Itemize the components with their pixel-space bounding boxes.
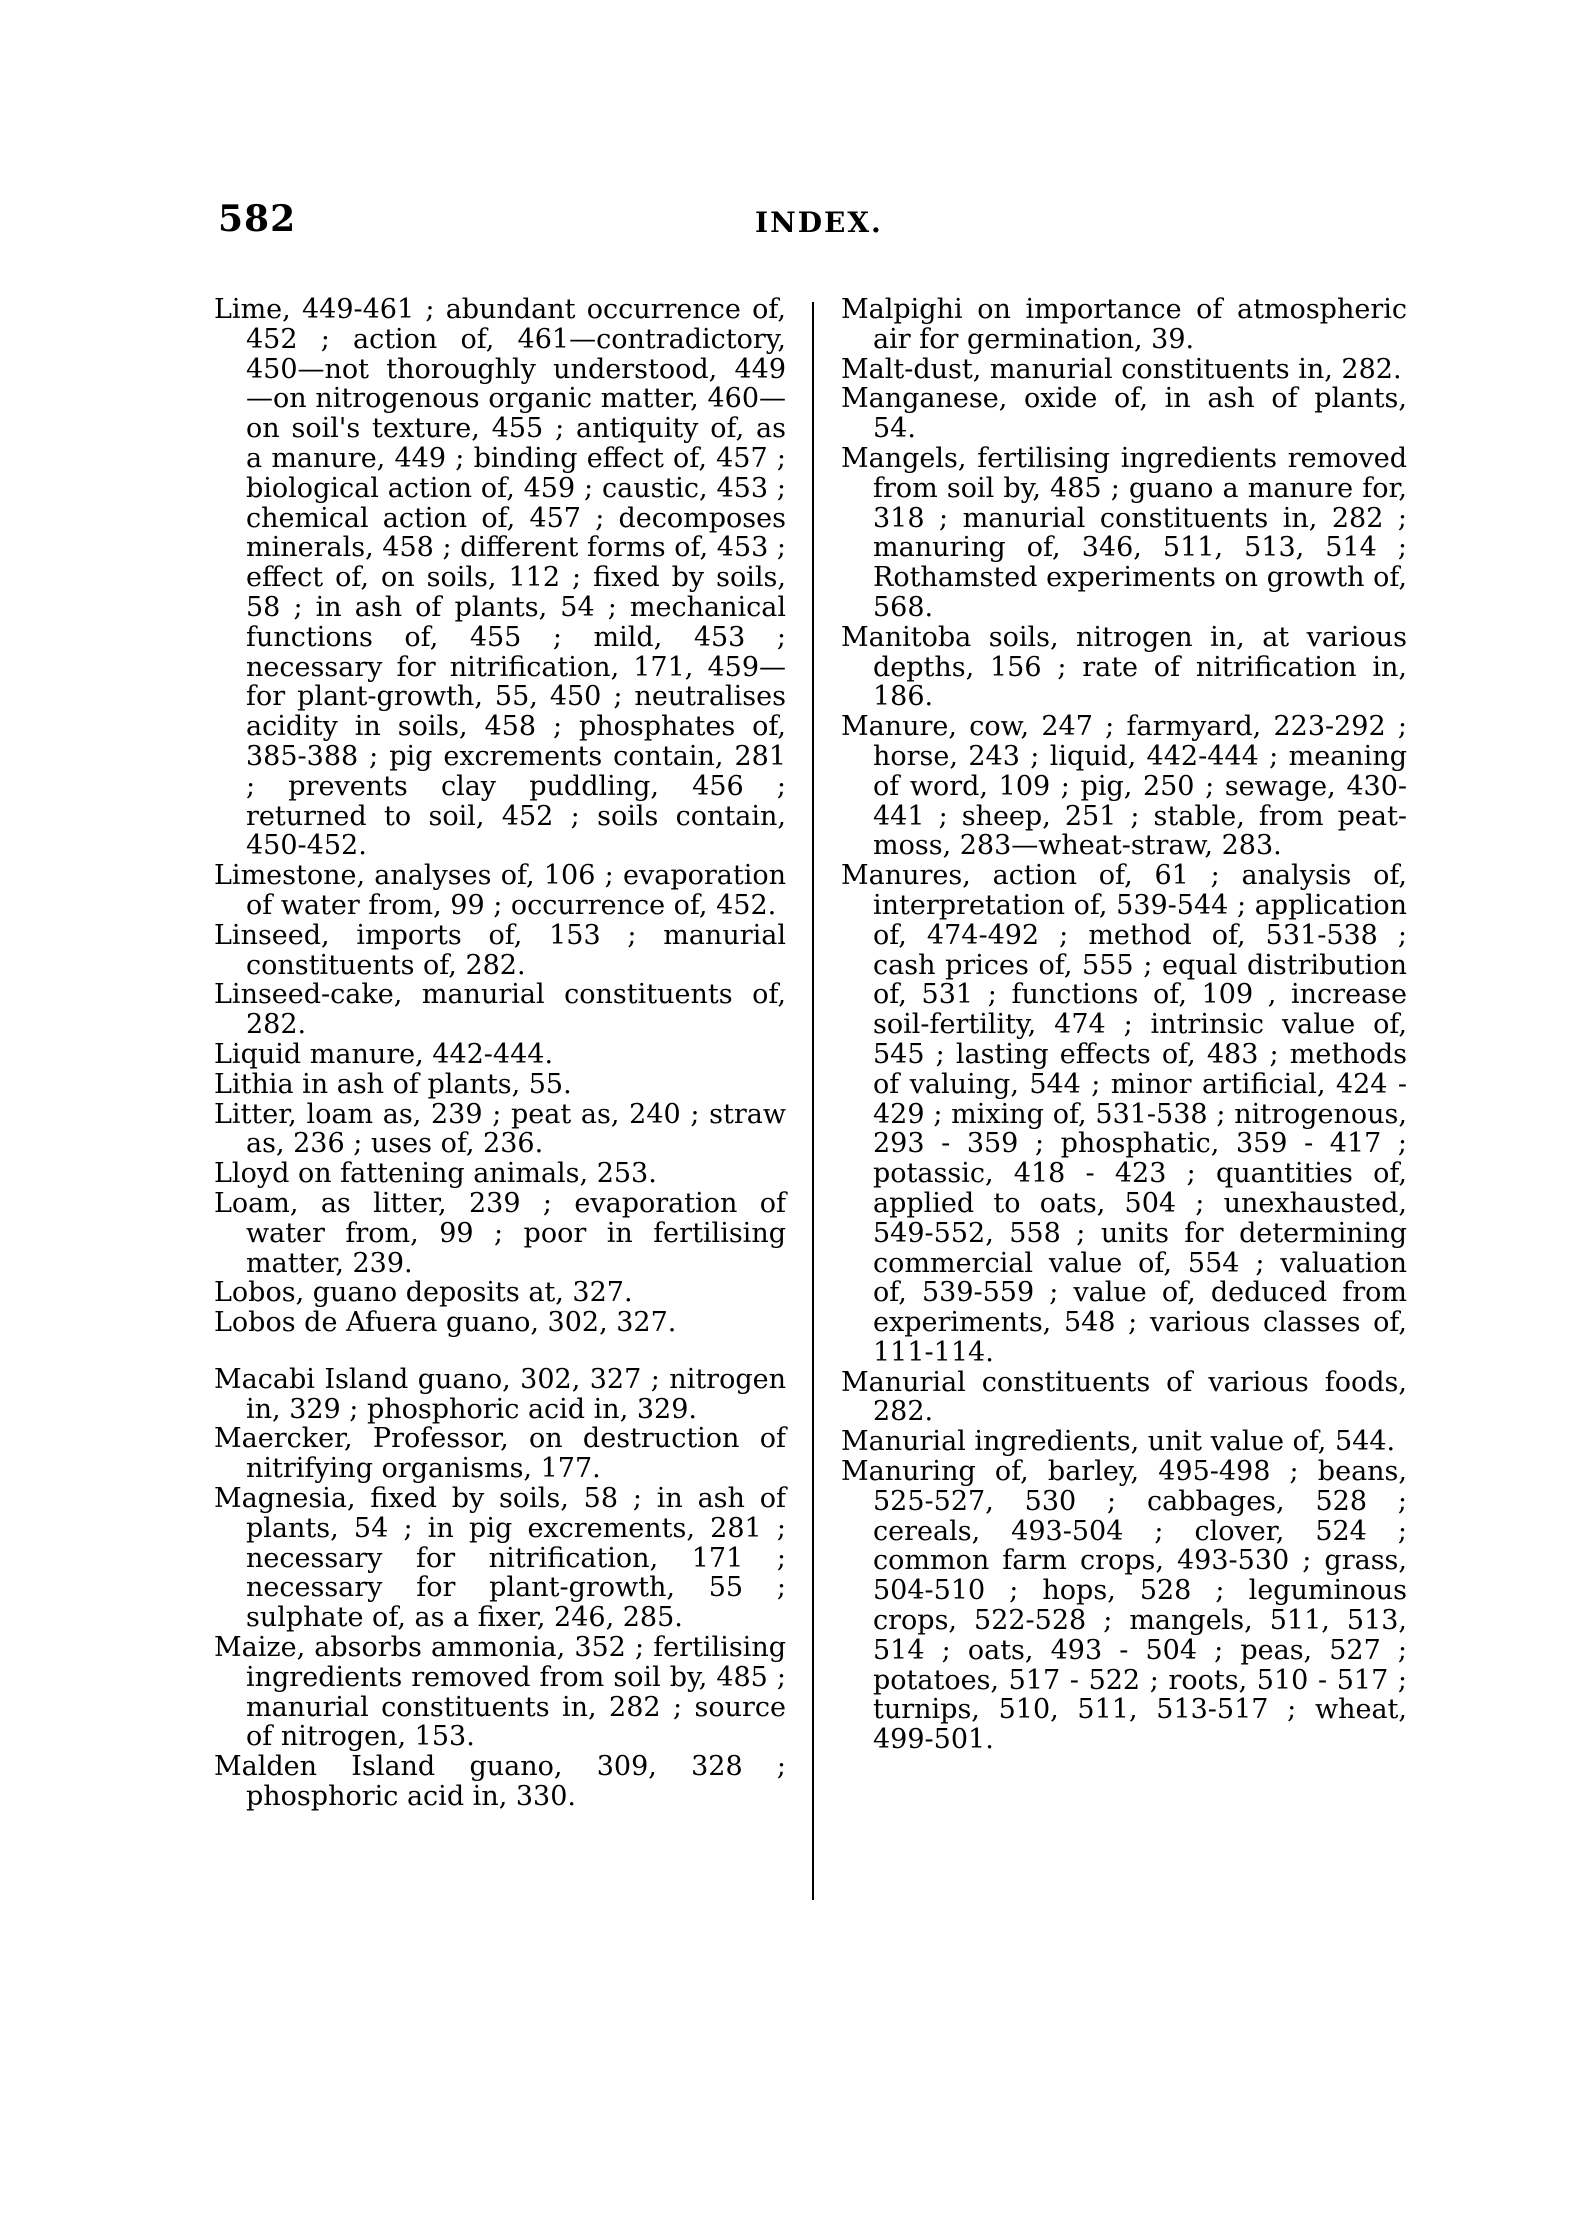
index-column-left — [214, 295, 786, 1812]
index-entry: Litter, loam as, 239 ; peat as, 240 ; straw as, 236 ; uses of, 236. — [214, 1098, 786, 1160]
index-entry: Lithia in ash of plants, 55. — [214, 1068, 572, 1100]
index-entry: Linseed-cake, manurial constituents of, 282. — [214, 979, 786, 1041]
index-entry: Linseed, imports of, 153 ; manurial constituents of, 282. — [214, 919, 786, 981]
index-column-right — [841, 295, 1407, 1755]
index-entry: Loam, as litter, 239 ; evaporation of water from, 99 ; poor in fertilising matter, 239. — [214, 1187, 786, 1279]
running-head: INDEX. — [755, 206, 883, 239]
index-entry: Lloyd on fattening animals, 253. — [214, 1158, 657, 1190]
page-header — [218, 198, 1398, 248]
index-entry: Manurial ingredients, unit value of, 544. — [841, 1426, 1396, 1458]
index-entry: Malpighi on importance of atmospheric air for germination, 39. — [841, 294, 1407, 355]
index-entry: Manitoba soils, nitrogen in, at various depths, 156 ; rate of nitrification in, 186. — [841, 621, 1407, 713]
index-entry: Manuring of, barley, 495-498 ; beans, 525-527, 530 ; cabbages, 528 ; cereals, 493-504 ; clover, 524 ; common farm crops, 493-530 ; grass, 504-510 ; hops, 528 ; leguminous crops, 522-528 ; mangels, 511, 513, 514 ; oats, 493 - 504 ; peas, 527 ; potatoes, 517 - 522 ; roots, 510 - 517 ; turnips, 510, 511, 513-517 ; wheat, 499-501. — [841, 1456, 1407, 1756]
index-entry: Manure, cow, 247 ; farmyard, 223-292 ; horse, 243 ; liquid, 442-444 ; meaning of word, 109 ; pig, 250 ; sewage, 430-441 ; sheep, 251 ; stable, from peat-moss, 283—wheat-straw, 283. — [841, 711, 1407, 862]
index-entry: Lobos, guano deposits at, 327. — [214, 1277, 633, 1309]
page-number: 582 — [218, 198, 297, 240]
index-entry: Manures, action of, 61 ; analysis of, interpretation of, 539-544 ; application of, 474-492 ; method of, 531-538 ; cash prices of, 555 ; equal distribution of, 531 ; functions of, 109 , increase soil-fertility, 474 ; intrinsic value of, 545 ; lasting effects of, 483 ; methods of valuing, 544 ; minor artificial, 424 - 429 ; mixing of, 531-538 ; nitrogenous, 293 - 359 ; phosphatic, 359 - 417 ; potassic, 418 - 423 ; quantities of, applied to oats, 504 ; unexhausted, 549-552, 558 ; units for determining commercial value of, 554 ; valuation of, 539-559 ; value of, deduced from experiments, 548 ; various classes of, 111-114. — [841, 860, 1407, 1368]
index-entry: Mangels, fertilising ingredients removed from soil by, 485 ; guano a manure for, 318 ; manurial constituents in, 282 ; manuring of, 346, 511, 513, 514 ; Rothamsted experiments on growth of, 568. — [841, 442, 1407, 623]
index-entry: Magnesia, fixed by soils, 58 ; in ash of plants, 54 ; in pig excrements, 281 ; necessary for nitrification, 171 ; necessary for plant-growth, 55 ; sulphate of, as a fixer, 246, 285. — [214, 1483, 786, 1634]
column-divider — [812, 302, 814, 1900]
index-entry: Malden Island guano, 309, 328 ; phosphoric acid in, 330. — [214, 1751, 786, 1813]
index-entry: Maercker, Professor, on destruction of nitrifying organisms, 177. — [214, 1423, 786, 1485]
index-entry: Lime, 449-461 ; abundant occurrence of, 452 ; action of, 461—contradictory, 450—not thoroughly understood, 449—on nitrogenous organic matter, 460—on soil's texture, 455 ; antiquity of, as a manure, 449 ; binding effect of, 457 ; biological action of, 459 ; caustic, 453 ; chemical action of, 457 ; decomposes minerals, 458 ; different forms of, 453 ; effect of, on soils, 112 ; fixed by soils, 58 ; in ash of plants, 54 ; mechanical functions of, 455 ; mild, 453 ; necessary for nitrification, 171, 459—for plant-growth, 55, 450 ; neutralises acidity in soils, 458 ; phosphates of, 385-388 ; pig excrements contain, 281 ; prevents clay puddling, 456 ; returned to soil, 452 ; soils contain, 450-452. — [214, 294, 786, 862]
index-entry: Malt-dust, manurial constituents in, 282. — [841, 353, 1402, 385]
index-entry: Manganese, oxide of, in ash of plants, 54. — [841, 383, 1407, 445]
index-entry: Manurial constituents of various foods, 282. — [841, 1366, 1407, 1428]
index-entry: Liquid manure, 442-444. — [214, 1038, 554, 1070]
section-gap — [214, 1338, 786, 1365]
index-entry: Lobos de Afuera guano, 302, 327. — [214, 1307, 677, 1339]
index-entry: Limestone, analyses of, 106 ; evaporation of water from, 99 ; occurrence of, 452. — [214, 860, 786, 921]
index-entry: Macabi Island guano, 302, 327 ; nitrogen in, 329 ; phosphoric acid in, 329. — [214, 1363, 786, 1425]
index-entry: Maize, absorbs ammonia, 352 ; fertilising ingredients removed from soil by, 485 ; manurial constituents in, 282 ; source of nitrogen, 153. — [214, 1632, 786, 1753]
